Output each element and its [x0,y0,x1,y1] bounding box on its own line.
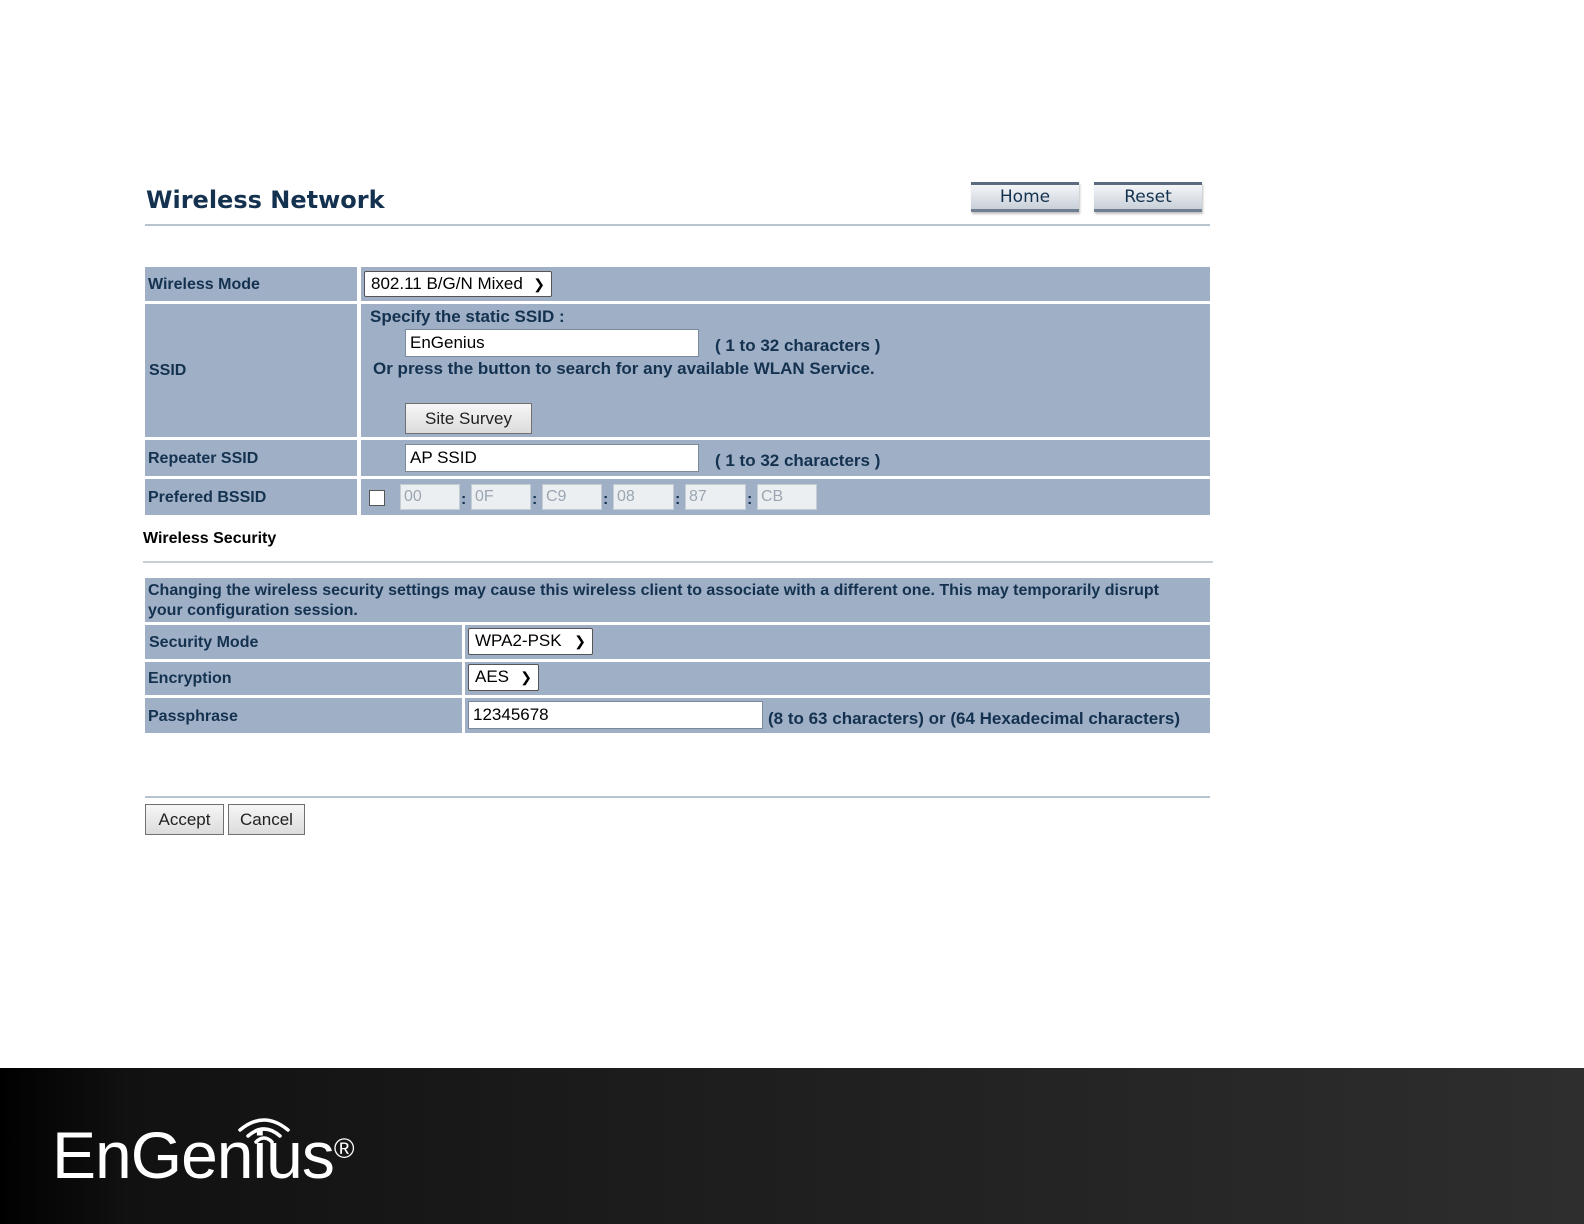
bssid-separator: : [461,491,467,508]
ssid-value-cell [361,304,1210,437]
security-divider [143,561,1213,563]
cancel-button[interactable]: Cancel [228,804,305,835]
repeater-ssid-label: Repeater SSID [148,450,259,467]
bssid-separator: : [747,491,753,508]
repeater-ssid-input[interactable]: AP SSID [405,444,699,472]
bssid-separator: : [675,491,681,508]
bssid-separator: : [603,491,609,508]
bssid-label-cell [145,479,357,515]
reset-button[interactable]: Reset [1094,182,1202,212]
wireless-mode-label: Wireless Mode [148,276,260,293]
bssid-octet-2[interactable]: 0F [471,484,531,510]
chevron-down-icon: ❯ [574,633,586,649]
encryption-value: AES [475,667,510,686]
bssid-octet-6[interactable]: CB [757,484,817,510]
bssid-label: Prefered BSSID [148,489,267,506]
site-survey-button[interactable]: Site Survey [405,403,532,434]
security-mode-value-cell [465,625,1210,659]
wireless-mode-value: 802.11 B/G/N Mixed [371,274,523,293]
engenius-logo [52,1120,354,1190]
passphrase-hint: (8 to 63 characters) or (64 Hexadecimal characters) [768,709,1180,728]
security-mode-label: Security Mode [149,634,259,651]
wireless-security-title: Wireless Security [143,530,277,547]
logo-text: EnGenius [52,1118,334,1192]
ssid-search-text: Or press the button to search for any available WLAN Service. [373,359,875,378]
bssid-separator: : [532,491,538,508]
ssid-label-cell [145,304,357,437]
wireless-mode-value-cell [361,267,1210,301]
chevron-down-icon: ❯ [520,669,532,685]
bssid-octet-4[interactable]: 08 [613,484,674,510]
accept-button[interactable]: Accept [145,804,224,835]
wireless-mode-label-cell [145,267,357,301]
security-warning-cell [145,578,1210,622]
bssid-octet-3[interactable]: C9 [542,484,602,510]
encryption-label-cell [145,662,462,695]
ssid-heading: Specify the static SSID : [370,307,565,326]
encryption-select[interactable] [468,664,539,691]
security-warning: Changing the wireless security settings may cause this wireless client to associate with a different one. This may temporarily disrupt your configuration session. [148,582,1159,619]
wireless-mode-select[interactable] [364,271,552,297]
ssid-hint: ( 1 to 32 characters ) [715,336,881,355]
security-mode-value: WPA2-PSK [475,631,562,650]
header-divider [145,224,1210,226]
actions-divider [145,796,1210,798]
ssid-input[interactable]: EnGenius [405,329,699,357]
registered-mark: ® [333,1133,354,1164]
encryption-label: Encryption [148,670,232,687]
bssid-octet-5[interactable]: 87 [685,484,746,510]
passphrase-input[interactable]: 12345678 [468,701,763,729]
wifi-icon [236,1114,292,1148]
page-title: Wireless Network [146,186,385,214]
security-mode-label-cell [145,625,462,659]
repeater-ssid-value-cell [361,440,1210,476]
bssid-value-cell [361,479,1210,515]
bssid-checkbox[interactable] [369,490,385,506]
encryption-value-cell [465,662,1210,695]
home-button[interactable]: Home [971,182,1079,212]
passphrase-label-cell [145,698,462,733]
ssid-label: SSID [149,362,187,379]
bssid-octet-1[interactable]: 00 [400,484,460,510]
passphrase-value-cell [465,698,1210,733]
repeater-ssid-label-cell [145,440,357,476]
passphrase-label: Passphrase [148,708,238,725]
security-mode-select[interactable] [468,628,593,655]
repeater-ssid-hint: ( 1 to 32 characters ) [715,451,881,470]
footer-bar [0,1068,1584,1224]
chevron-down-icon: ❯ [533,276,545,292]
